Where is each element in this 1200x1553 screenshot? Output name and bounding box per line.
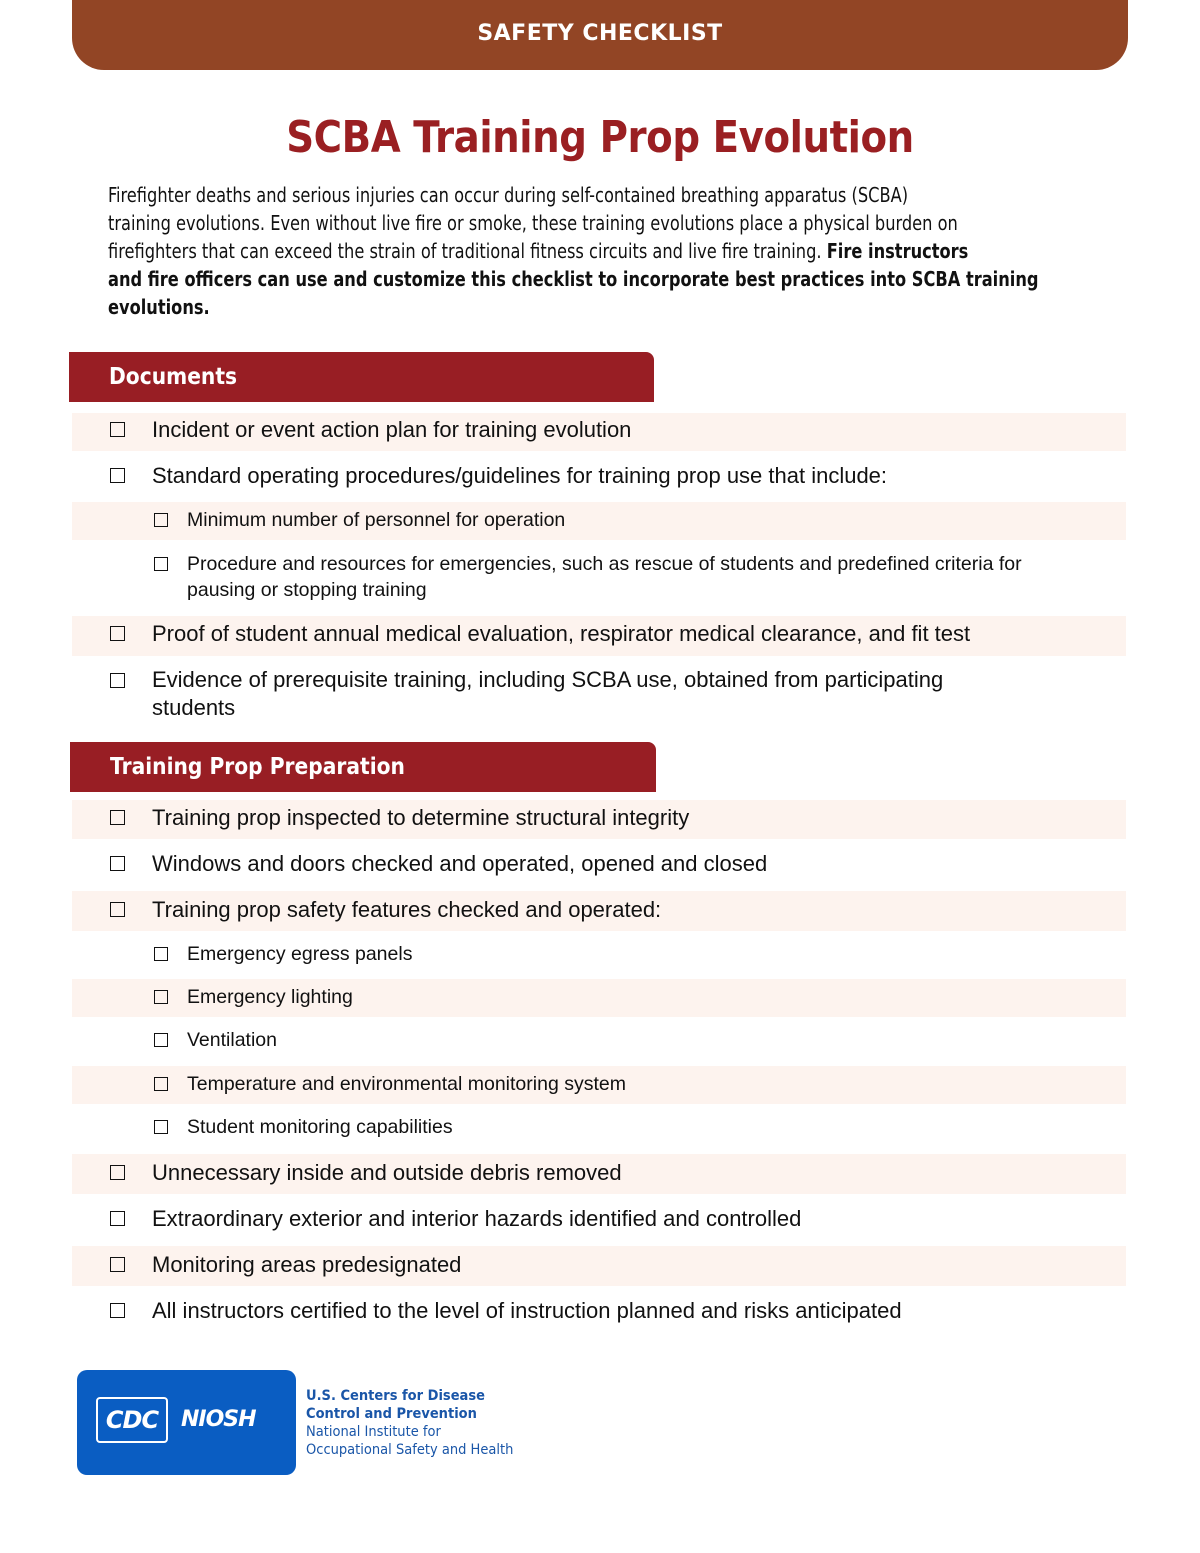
intro-paragraph: [108, 181, 1085, 321]
checklist-subitem[interactable]: [72, 979, 1126, 1017]
checkbox[interactable]: [154, 990, 168, 1004]
section-heading: Training Prop Preparation: [110, 754, 405, 780]
intro-line: training evolutions. Even without live fire or smoke, these training evolutions place a physical burden on: [108, 211, 958, 235]
section-heading: Documents: [109, 364, 238, 390]
checklist-subitem-label: Temperature and environmental monitoring system: [187, 1073, 626, 1095]
checkbox[interactable]: [110, 902, 125, 917]
checklist-subitem-label: Ventilation: [187, 1029, 277, 1051]
checklist-item-label: Unnecessary inside and outside debris removed: [152, 1160, 622, 1185]
checklist-item[interactable]: [72, 1200, 1126, 1240]
checklist-item[interactable]: [72, 1292, 1126, 1332]
checklist-item-label: Monitoring areas predesignated: [152, 1252, 462, 1277]
label-line: pausing or stopping training: [187, 579, 427, 601]
checkbox[interactable]: [154, 1033, 168, 1047]
checkbox[interactable]: [154, 1077, 168, 1091]
label-line: students: [152, 695, 236, 720]
checklist-item-label: All instructors certified to the level of instruction planned and risks anticipated: [152, 1298, 902, 1323]
page-title: SCBA Training Prop Evolution: [286, 112, 914, 163]
checklist-subitem[interactable]: [72, 1066, 1126, 1104]
checklist-item-label: Training prop inspected to determine structural integrity: [152, 805, 690, 830]
intro-emphasis: evolutions.: [108, 295, 210, 319]
checkbox[interactable]: [110, 1211, 125, 1226]
checkbox[interactable]: [110, 626, 125, 641]
checkbox[interactable]: [110, 468, 125, 483]
checklist-subitem-label: Emergency lighting: [187, 986, 353, 1008]
intro-emphasis: and fire officers can use and customize this checklist to incorporate best practices into SCBA training: [108, 267, 1039, 291]
checkbox[interactable]: [110, 1257, 125, 1272]
checkbox[interactable]: [110, 810, 125, 825]
org-line: National Institute for: [306, 1424, 441, 1440]
checklist-subitem[interactable]: [72, 546, 1126, 608]
checklist-subitem[interactable]: [72, 1022, 1126, 1060]
intro-line: [108, 237, 1085, 265]
cdc-logo: CDC: [96, 1397, 168, 1443]
safety-checklist-banner: [72, 0, 1128, 70]
checklist-item[interactable]: [72, 1246, 1126, 1286]
section-header-documents: [69, 352, 654, 402]
intro-line: [108, 293, 1085, 321]
checkbox[interactable]: [110, 422, 125, 437]
checklist-subitem[interactable]: [72, 936, 1126, 974]
checklist-item[interactable]: [72, 891, 1126, 931]
checklist-item-label: Proof of student annual medical evaluation, respirator medical clearance, and fit test: [152, 621, 971, 646]
checkbox[interactable]: [110, 1303, 125, 1318]
checklist-subitem-label: Emergency egress panels: [187, 943, 413, 965]
checkbox[interactable]: [110, 673, 125, 688]
intro-line: Firefighter deaths and serious injuries can occur during self-contained breathing apparatus (SCBA): [108, 183, 909, 207]
checklist-item[interactable]: [72, 1154, 1126, 1194]
checklist-item[interactable]: [72, 616, 1126, 656]
checklist-item[interactable]: [72, 413, 1126, 451]
org-line: U.S. Centers for Disease: [306, 1388, 485, 1404]
checklist-item-label: Incident or event action plan for training evolution: [152, 417, 632, 442]
org-line: Control and Prevention: [306, 1406, 477, 1422]
checkbox[interactable]: [154, 513, 168, 527]
intro-emphasis: Fire instructors: [826, 239, 969, 263]
checklist-subitem-label: [187, 551, 1122, 603]
checklist-subitem-label: Student monitoring capabilities: [187, 1116, 453, 1138]
checklist-item-label: Training prop safety features checked and operated:: [152, 897, 662, 922]
checklist-item-label: Extraordinary exterior and interior hazards identified and controlled: [152, 1206, 802, 1231]
intro-text: firefighters that can exceed the strain of traditional fitness circuits and live fire training.: [108, 239, 827, 263]
label-line: Procedure and resources for emergencies, such as rescue of students and predefined criteria for: [187, 553, 1022, 575]
checkbox[interactable]: [110, 856, 125, 871]
section-header-training-prop-preparation: [70, 742, 656, 792]
checklist-item-label: Windows and doors checked and operated, opened and closed: [152, 851, 768, 876]
checklist-item[interactable]: [72, 846, 1126, 885]
org-line: Occupational Safety and Health: [306, 1442, 514, 1458]
checklist-item[interactable]: [72, 664, 1126, 726]
checkbox[interactable]: [154, 557, 168, 571]
checkbox[interactable]: [154, 947, 168, 961]
checklist-item[interactable]: [72, 800, 1126, 839]
checkbox[interactable]: [154, 1120, 168, 1134]
label-line: Evidence of prerequisite training, including SCBA use, obtained from participating: [152, 667, 944, 692]
checklist-subitem-label: Minimum number of personnel for operation: [187, 509, 566, 531]
checklist-subitem[interactable]: [72, 1109, 1126, 1147]
niosh-logo: NIOSH: [181, 1407, 256, 1432]
org-name: [306, 1387, 513, 1459]
intro-line: [108, 265, 1085, 293]
checklist-item-label: [152, 666, 943, 722]
banner-label: SAFETY CHECKLIST: [477, 20, 723, 46]
checklist-subitem[interactable]: [72, 502, 1126, 540]
checklist-item[interactable]: [72, 459, 1126, 497]
checklist-item-label: Standard operating procedures/guidelines for training prop use that include:: [152, 463, 888, 488]
checkbox[interactable]: [110, 1165, 125, 1180]
